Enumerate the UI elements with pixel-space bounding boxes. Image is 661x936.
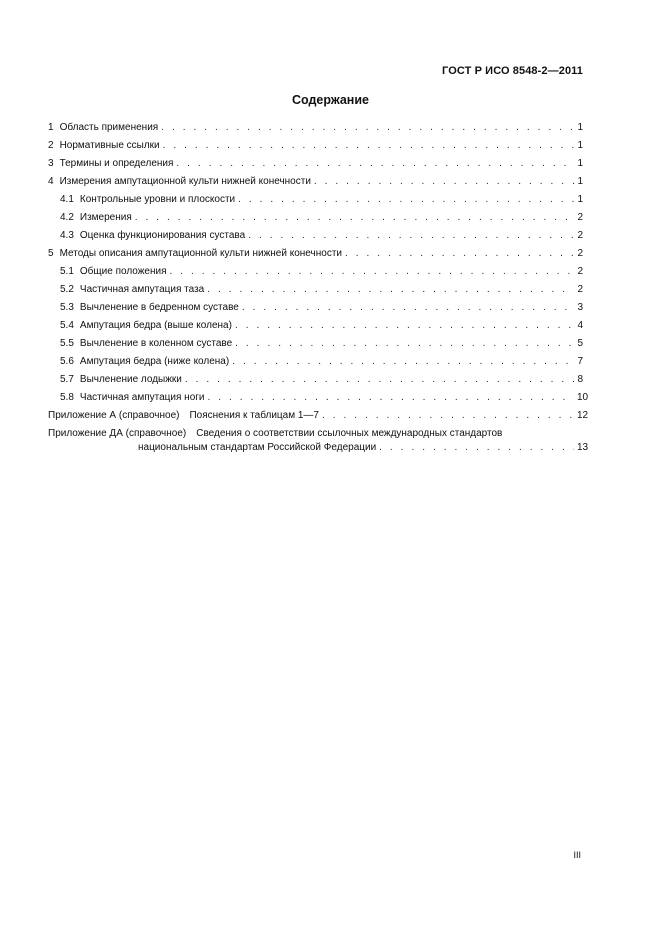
toc-entry-number: 5 — [48, 248, 54, 259]
document-code: ГОСТ Р ИСО 8548-2—2011 — [442, 65, 583, 77]
toc-entry-number: 2 — [48, 140, 54, 151]
toc-entry-page: 1 — [577, 176, 583, 187]
toc-entry-page: 2 — [577, 212, 583, 223]
toc-entry-number: 4.3 — [60, 230, 74, 241]
toc-entry-page: 1 — [577, 194, 583, 205]
toc-entry[interactable] — [48, 139, 583, 157]
appendix-da-label-line2: национальным стандартам Российской Федерации — [138, 442, 377, 453]
dot-leader — [248, 229, 574, 243]
toc-entry[interactable] — [48, 175, 583, 193]
toc-entry-number: 4.1 — [60, 194, 74, 205]
toc-entry-label: Общие положения — [79, 266, 167, 277]
toc-entry-label: Область применения — [59, 122, 159, 133]
dot-leader — [345, 247, 574, 261]
dot-leader — [322, 409, 574, 423]
dot-leader — [235, 337, 574, 351]
dot-leader — [185, 373, 574, 387]
toc-entry[interactable] — [48, 337, 583, 355]
toc-entry-page: 2 — [577, 248, 583, 259]
toc-appendix-a[interactable] — [48, 409, 589, 427]
toc-entry[interactable] — [48, 391, 589, 409]
toc-entry-number: 5.1 — [60, 266, 74, 277]
toc-entry-page: 8 — [577, 374, 583, 385]
toc-entry-page: 7 — [577, 356, 583, 367]
toc-entry-number: 4.2 — [60, 212, 74, 223]
toc-entry[interactable] — [48, 283, 583, 301]
dot-leader — [238, 193, 574, 207]
appendix-da-label-line1: Сведения о соответствии ссылочных международных стандартов — [196, 428, 503, 439]
toc-entry-label: Измерения ампутационной культи нижней конечности — [59, 176, 311, 187]
toc-entry-page: 10 — [577, 392, 589, 403]
toc-entry-label: Контрольные уровни и плоскости — [79, 194, 236, 205]
dot-leader — [379, 441, 574, 455]
toc-entry-label: Термины и определения — [59, 158, 174, 169]
toc-entry-page: 1 — [577, 158, 583, 169]
toc-entry[interactable] — [48, 193, 583, 211]
toc-entry[interactable] — [48, 157, 583, 175]
toc-entry-page: 4 — [577, 320, 583, 331]
table-of-contents — [48, 121, 589, 459]
toc-entry-number: 5.7 — [60, 374, 74, 385]
toc-entry[interactable] — [48, 211, 583, 229]
toc-entry[interactable] — [48, 301, 583, 319]
toc-entry-label: Ампутация бедра (ниже колена) — [79, 356, 230, 367]
toc-entry[interactable] — [48, 355, 583, 373]
toc-entry[interactable] — [48, 319, 583, 337]
toc-title: Содержание — [291, 93, 369, 107]
toc-entry-label: Вычленение лодыжки — [79, 374, 182, 385]
dot-leader — [163, 139, 574, 153]
toc-entry-label: Частичная ампутация таза — [79, 284, 205, 295]
toc-entry-number: 5.8 — [60, 392, 74, 403]
toc-appendix-da[interactable] — [48, 427, 583, 441]
toc-entry-label: Методы описания ампутационной культи нижней конечности — [59, 248, 342, 259]
toc-appendix-da-continued[interactable] — [48, 441, 589, 459]
dot-leader — [207, 283, 574, 297]
toc-entry-label: Измерения — [79, 212, 132, 223]
toc-entry[interactable] — [48, 229, 583, 247]
toc-entry-page: 2 — [577, 266, 583, 277]
toc-entry-label: Оценка функционирования сустава — [79, 230, 246, 241]
appendix-a-page: 12 — [577, 410, 589, 421]
toc-entry-label: Вычленение в коленном суставе — [79, 338, 233, 349]
toc-entry-label: Частичная ампутация ноги — [79, 392, 205, 403]
dot-leader — [135, 211, 574, 225]
toc-entry-number: 4 — [48, 176, 54, 187]
toc-entry-page: 2 — [577, 284, 583, 295]
toc-entry-page: 3 — [577, 302, 583, 313]
toc-entry-number: 5.2 — [60, 284, 74, 295]
appendix-a-number: Приложение А (справочное) — [48, 410, 180, 421]
dot-leader — [208, 391, 575, 405]
dot-leader — [170, 265, 575, 279]
appendix-a-label: Пояснения к таблицам 1—7 — [189, 410, 319, 421]
appendix-da-page: 13 — [577, 442, 589, 453]
toc-entry-number: 5.5 — [60, 338, 74, 349]
dot-leader — [235, 319, 574, 333]
toc-entry-page: 5 — [577, 338, 583, 349]
dot-leader — [176, 157, 574, 171]
toc-entry-number: 5.6 — [60, 356, 74, 367]
toc-entry-page: 1 — [577, 140, 583, 151]
toc-entry-label: Вычленение в бедренном суставе — [79, 302, 239, 313]
toc-entry-page: 2 — [577, 230, 583, 241]
toc-entry[interactable] — [48, 247, 583, 265]
dot-leader — [314, 175, 574, 189]
toc-entry-label: Нормативные ссылки — [59, 140, 160, 151]
toc-entry[interactable] — [48, 121, 583, 139]
toc-entry-number: 5.4 — [60, 320, 74, 331]
appendix-da-number: Приложение ДА (справочное) — [48, 428, 187, 439]
dot-leader — [232, 355, 574, 369]
toc-entry-number: 5.3 — [60, 302, 74, 313]
toc-entry[interactable] — [48, 373, 583, 391]
toc-entry-page: 1 — [577, 122, 583, 133]
toc-entry-number: 1 — [48, 122, 54, 133]
page-number: III — [573, 850, 581, 860]
toc-entry-number: 3 — [48, 158, 54, 169]
dot-leader — [242, 301, 574, 315]
toc-entry-label: Ампутация бедра (выше колена) — [79, 320, 232, 331]
dot-leader — [161, 121, 574, 135]
toc-entry[interactable] — [48, 265, 583, 283]
